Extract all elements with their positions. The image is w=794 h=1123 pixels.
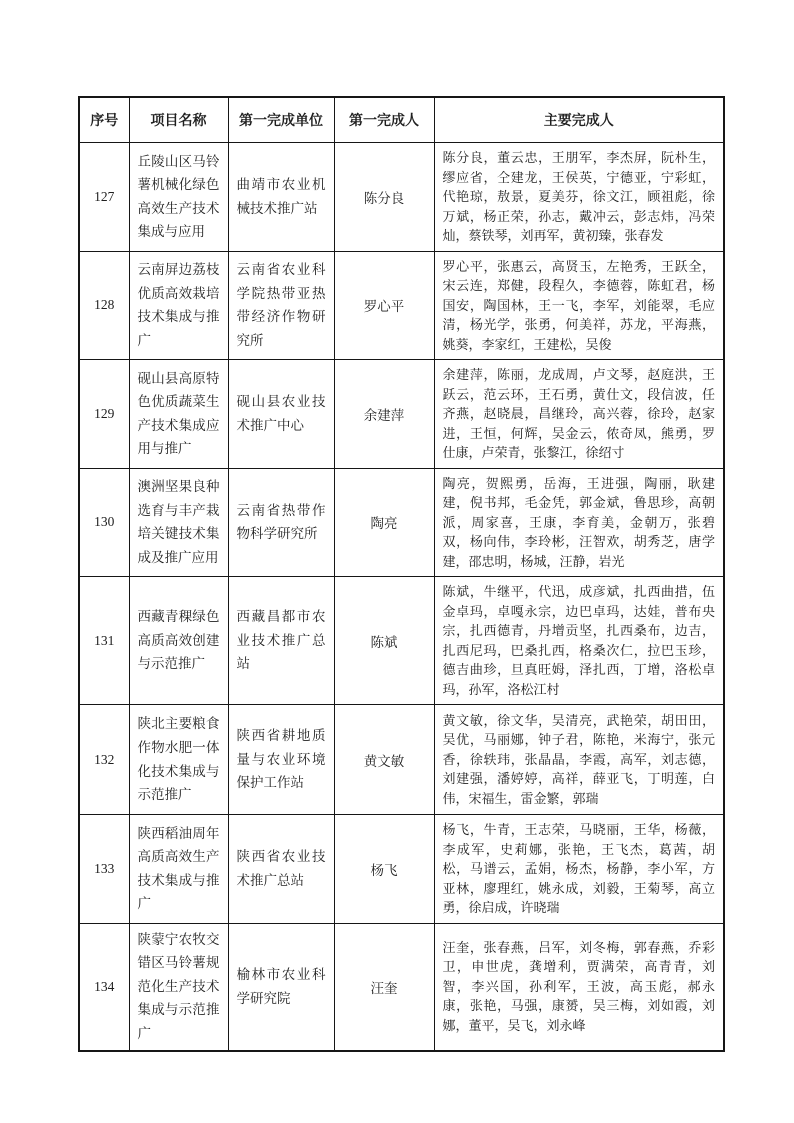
project-name: 陕西稻油周年高质高效生产技术集成与推广 xyxy=(129,815,228,924)
first-unit: 砚山县农业技术推广中心 xyxy=(228,360,334,469)
column-header-main-members: 主要完成人 xyxy=(434,97,724,143)
serial-number: 134 xyxy=(79,923,129,1051)
table-row xyxy=(79,577,724,705)
main-members: 汪奎，张春燕，吕军，刘冬梅，郭春燕，乔彩卫，申世虎，龚增利，贾满荣，高青青，刘智，李兴国，孙利军，王波，高玉彪，郝永康，张艳，马强，康赟，吴三梅，刘如霞，刘娜，董平，吴飞，刘永峰 xyxy=(434,923,724,1051)
award-projects-table xyxy=(78,96,725,1052)
first-person: 陶亮 xyxy=(334,468,434,577)
serial-number: 133 xyxy=(79,815,129,924)
first-person: 陈斌 xyxy=(334,577,434,705)
serial-number: 128 xyxy=(79,251,129,360)
first-person: 汪奎 xyxy=(334,923,434,1051)
main-members: 余建萍，陈丽，龙成周，卢文琴，赵庭洪，王跃云，范云环，王石勇，黄仕文，段信波，任齐燕，赵晓晨，昌继玲，高兴蓉，徐玲，赵家进，王恒，何辉，吴金云，侬奇凤，熊勇，罗仕康，卢荣青，张黎江，徐绍寸 xyxy=(434,360,724,469)
table-row xyxy=(79,705,724,815)
project-name: 西藏青稞绿色高质高效创建与示范推广 xyxy=(129,577,228,705)
serial-number: 127 xyxy=(79,143,129,252)
first-person: 陈分良 xyxy=(334,143,434,252)
column-header-project: 项目名称 xyxy=(129,97,228,143)
column-header-first-person: 第一完成人 xyxy=(334,97,434,143)
project-name: 陕蒙宁农牧交错区马铃薯规范化生产技术集成与示范推广 xyxy=(129,923,228,1051)
first-person: 余建萍 xyxy=(334,360,434,469)
table-row xyxy=(79,360,724,469)
first-person: 杨飞 xyxy=(334,815,434,924)
main-members: 罗心平，张惠云，高贤玉，左艳秀，王跃全，宋云连，郑健，段程久，李德蓉，陈虹君，杨国安，陶国林，王一飞，李军，刘能翠，毛应清，杨光学，张勇，何美祥，苏龙，平海燕，姚葵，李家红，王建松，吴俊 xyxy=(434,251,724,360)
table-row xyxy=(79,143,724,252)
project-name: 澳洲坚果良种选育与丰产栽培关键技术集成及推广应用 xyxy=(129,468,228,577)
table-row xyxy=(79,251,724,360)
table-header-row xyxy=(79,97,724,143)
main-members: 陈分良，董云忠，王朋军，李杰屏，阮朴生，缪应省，仝建龙，王侯英，宁德亚，宁彩虹，代艳琼，敖景，夏美芬，徐文江，顾祖彪，徐万斌，杨正荣，孙志，戴冲云，彭志炜，冯荣灿，蔡铁琴，刘再军，黄初臻，张春发 xyxy=(434,143,724,252)
serial-number: 129 xyxy=(79,360,129,469)
column-header-serial: 序号 xyxy=(79,97,129,143)
serial-number: 132 xyxy=(79,705,129,815)
main-members: 陈斌，牛继平，代迅，成彦斌，扎西曲措，伍金卓玛，卓嘎永宗，边巴卓玛，达娃，普布央宗，扎西德青，丹增贡坚，扎西桑布，边吉，扎西尼玛，巴桑扎西，格桑次仁，拉巴玉珍，德吉曲珍，旦真旺姆，泽扎西，丁增，洛松卓玛，孙军，洛松江村 xyxy=(434,577,724,705)
table-row xyxy=(79,923,724,1051)
main-members: 黄文敏，徐文华，吴清亮，武艳荣，胡田田，吴优，马丽娜，钟子君，陈艳，米海宁，张元香，徐轶玮，张晶晶，李霞，高军，刘志德，刘建强，潘婷婷，高祥，薛亚飞，丁明莲，白伟，宋福生，雷金繁，郭瑞 xyxy=(434,705,724,815)
project-name: 陕北主要粮食作物水肥一体化技术集成与示范推广 xyxy=(129,705,228,815)
first-person: 罗心平 xyxy=(334,251,434,360)
main-members: 陶亮，贺熙勇，岳海，王进强，陶丽，耿建建，倪书邦，毛金凭，郭金斌，鲁思珍，高朝派，周家喜，王康，李育美，金朝万，张碧双，杨向伟，李玲彬，汪智欢，胡秀芝，唐学建，邵忠明，杨城，汪静，岩光 xyxy=(434,468,724,577)
table-row xyxy=(79,815,724,924)
first-unit: 榆林市农业科学研究院 xyxy=(228,923,334,1051)
project-name: 云南屏边荔枝优质高效栽培技术集成与推广 xyxy=(129,251,228,360)
first-unit: 陕西省农业技术推广总站 xyxy=(228,815,334,924)
first-person: 黄文敏 xyxy=(334,705,434,815)
first-unit: 曲靖市农业机械技术推广站 xyxy=(228,143,334,252)
main-members: 杨飞，牛青，王志荣，马晓丽，王华，杨薇，李成军，史莉娜，张艳，王飞杰，葛茜，胡松，马谱云，孟娟，杨杰，杨静，李小军，方亚林，廖理红，姚永成，刘毅，王菊琴，高立勇，徐启成，许晓瑞 xyxy=(434,815,724,924)
project-name: 丘陵山区马铃薯机械化绿色高效生产技术集成与应用 xyxy=(129,143,228,252)
project-name: 砚山县高原特色优质蔬菜生产技术集成应用与推广 xyxy=(129,360,228,469)
first-unit: 云南省热带作物科学研究所 xyxy=(228,468,334,577)
first-unit: 云南省农业科学院热带亚热带经济作物研究所 xyxy=(228,251,334,360)
serial-number: 131 xyxy=(79,577,129,705)
serial-number: 130 xyxy=(79,468,129,577)
column-header-first-unit: 第一完成单位 xyxy=(228,97,334,143)
table-row xyxy=(79,468,724,577)
first-unit: 陕西省耕地质量与农业环境保护工作站 xyxy=(228,705,334,815)
first-unit: 西藏昌都市农业技术推广总站 xyxy=(228,577,334,705)
